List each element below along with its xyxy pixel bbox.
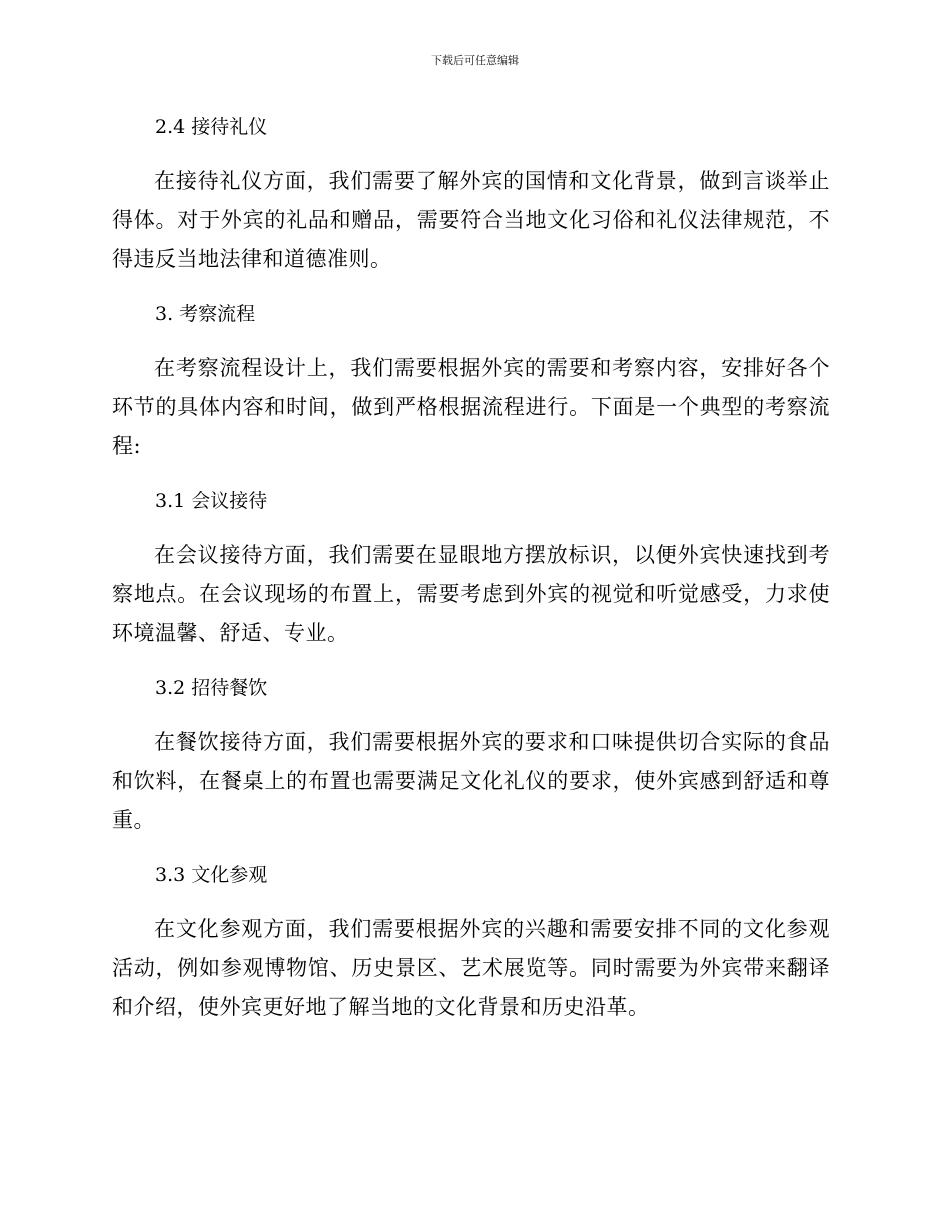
section-heading: 3.3 文化参观 (155, 864, 268, 886)
section-heading: 3.1 会议接待 (155, 490, 268, 512)
section-3-2 (112, 669, 830, 840)
section-paragraph: 在餐饮接待方面，我们需要根据外宾的要求和口味提供切合实际的食品和饮料，在餐桌上的布置也需要满足文化礼仪的要求，使外宾感到舒适和尊重。 (112, 730, 830, 832)
section-paragraph: 在文化参观方面，我们需要根据外宾的兴趣和需要安排不同的文化参观活动，例如参观博物馆、历史景区、艺术展览等。同时需要为外宾带来翻译和介绍，使外宾更好地了解当地的文化背景和历史沿革。 (112, 917, 830, 1019)
section-3-3 (112, 856, 830, 1027)
document-body (112, 108, 830, 1027)
section-heading: 2.4 接待礼仪 (155, 116, 268, 138)
section-heading: 3. 考察流程 (155, 303, 256, 325)
section-paragraph: 在会议接待方面，我们需要在显眼地方摆放标识，以便外宾快速找到考察地点。在会议现场的布置上，需要考虑到外宾的视觉和听觉感受，力求使环境温馨、舒适、专业。 (112, 543, 830, 645)
section-paragraph: 在接待礼仪方面，我们需要了解外宾的国情和文化背景，做到言谈举止得体。对于外宾的礼品和赠品，需要符合当地文化习俗和礼仪法律规范，不得违反当地法律和道德准则。 (112, 169, 830, 271)
page-header: 下载后可任意编辑 (431, 54, 519, 67)
section-heading: 3.2 招待餐饮 (155, 677, 268, 699)
section-paragraph: 在考察流程设计上，我们需要根据外宾的需要和考察内容，安排好各个环节的具体内容和时间，做到严格根据流程进行。下面是一个典型的考察流程: (112, 356, 830, 458)
section-2-4 (112, 108, 830, 279)
section-3-1 (112, 482, 830, 653)
section-3 (112, 295, 830, 466)
